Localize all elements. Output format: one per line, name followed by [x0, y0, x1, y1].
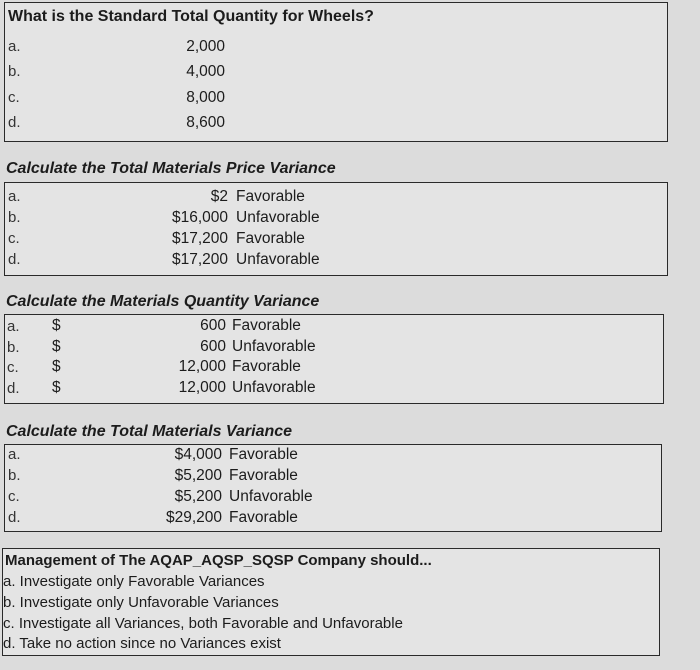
q1-option-a-amount: 2,000: [186, 38, 225, 55]
q3-option-b-dollar: $: [52, 338, 61, 355]
q4-option-d-amount: $29,200: [165, 509, 222, 526]
q4-option-b-label: Favorable: [229, 467, 298, 484]
q1-option-d-amount: 8,600: [186, 114, 225, 131]
q3-option-c-letter: c.: [7, 359, 19, 376]
q3-option-b-label: Unfavorable: [232, 338, 316, 355]
q3-option-a-letter: a.: [7, 318, 20, 335]
q5-option-c: c. Investigate all Variances, both Favorable and Unfavorable: [3, 615, 403, 632]
q1-option-d-letter: d.: [8, 114, 21, 131]
q3-option-c-amount: 12,000: [178, 358, 226, 375]
q3-option-a-label: Favorable: [232, 317, 301, 334]
question-3-box: [4, 314, 664, 404]
q2-option-c-label: Favorable: [236, 230, 305, 247]
question-4-box: [4, 444, 662, 532]
q1-option-a-letter: a.: [8, 38, 21, 55]
q4-option-b-letter: b.: [8, 467, 21, 484]
q3-option-a-dollar: $: [52, 317, 61, 334]
q1-option-b-letter: b.: [8, 63, 21, 80]
q3-option-d-letter: d.: [7, 380, 20, 397]
q2-option-a-amount: $2: [210, 188, 228, 205]
q2-option-c-letter: c.: [8, 230, 20, 247]
q3-option-a-amount: 600: [200, 317, 226, 334]
q2-option-b-amount: $16,000: [171, 209, 228, 226]
q4-option-c-amount: $5,200: [174, 488, 222, 505]
q4-option-c-letter: c.: [8, 488, 20, 505]
q4-option-a-letter: a.: [8, 446, 21, 463]
question-2-title: Calculate the Total Materials Price Variance: [6, 160, 336, 177]
q4-option-a-amount: $4,000: [174, 446, 222, 463]
q2-option-d-letter: d.: [8, 251, 21, 268]
q3-option-d-dollar: $: [52, 379, 61, 396]
q1-option-b-amount: 4,000: [186, 63, 225, 80]
q5-option-d: d. Take no action since no Variances exist: [3, 635, 281, 652]
q2-option-d-label: Unfavorable: [236, 251, 320, 268]
q2-option-b-label: Unfavorable: [236, 209, 320, 226]
q1-option-c-amount: 8,000: [186, 89, 225, 106]
question-2-box: [4, 182, 668, 276]
q3-option-b-letter: b.: [7, 339, 20, 356]
q3-option-c-dollar: $: [52, 358, 61, 375]
q2-option-b-letter: b.: [8, 209, 21, 226]
q3-option-d-amount: 12,000: [178, 379, 226, 396]
q3-option-c-label: Favorable: [232, 358, 301, 375]
q4-option-d-letter: d.: [8, 509, 21, 526]
q2-option-c-amount: $17,200: [171, 230, 228, 247]
q4-option-a-label: Favorable: [229, 446, 298, 463]
question-1-title: What is the Standard Total Quantity for Wheels?: [8, 8, 374, 25]
q4-option-b-amount: $5,200: [174, 467, 222, 484]
q3-option-d-label: Unfavorable: [232, 379, 316, 396]
q2-option-a-label: Favorable: [236, 188, 305, 205]
question-4-title: Calculate the Total Materials Variance: [6, 423, 293, 440]
q2-option-d-amount: $17,200: [171, 251, 228, 268]
q2-option-a-letter: a.: [8, 188, 21, 205]
question-3-title: Calculate the Materials Quantity Variance: [6, 293, 320, 310]
q3-option-b-amount: 600: [200, 338, 226, 355]
question-5-title: Management of The AQAP_AQSP_SQSP Company should...: [5, 552, 432, 569]
q4-option-d-label: Favorable: [229, 509, 298, 526]
q4-option-c-label: Unfavorable: [229, 488, 313, 505]
q5-option-a: a. Investigate only Favorable Variances: [3, 573, 265, 590]
q5-option-b: b. Investigate only Unfavorable Variances: [3, 594, 279, 611]
q1-option-c-letter: c.: [8, 89, 20, 106]
